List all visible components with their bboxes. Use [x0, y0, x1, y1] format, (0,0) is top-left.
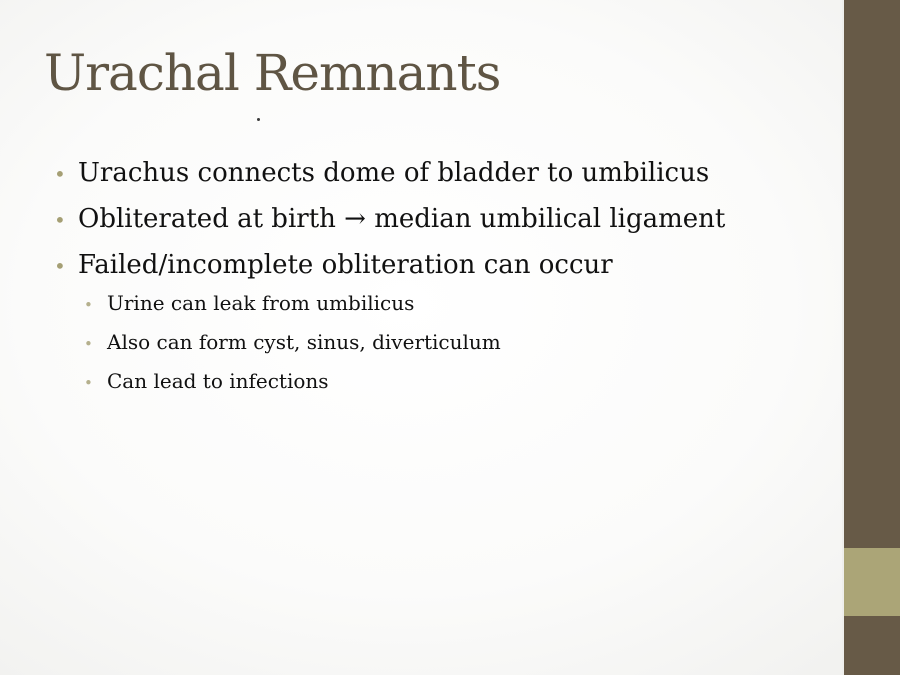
bullet-item — [54, 158, 834, 189]
sub-bullet-text: Also can form cyst, sinus, diverticulum — [107, 330, 501, 354]
sub-bullet-group — [54, 290, 834, 396]
bullet-marker: • — [54, 208, 66, 232]
sub-bullet-marker: • — [84, 296, 93, 314]
bullet-marker: • — [54, 254, 66, 278]
bullet-item — [54, 204, 834, 235]
sub-bullet-text: Can lead to infections — [107, 369, 329, 393]
sub-bullet-list — [54, 290, 834, 396]
bullet-marker: • — [54, 162, 66, 186]
bullet-text: Obliterated at birth → median umbilical ligament — [78, 204, 726, 234]
bullet-text: Failed/incomplete obliteration can occur — [78, 250, 613, 280]
bullet-list — [54, 158, 834, 407]
sub-bullet-item — [84, 290, 834, 318]
stray-dot — [257, 118, 260, 121]
sub-bullet-text: Urine can leak from umbilicus — [107, 291, 415, 315]
bullet-text: Urachus connects dome of bladder to umbilicus — [78, 158, 710, 188]
sub-bullet-item — [84, 329, 834, 357]
bullet-item — [54, 250, 834, 281]
sub-bullet-marker: • — [84, 374, 93, 392]
slide-title: Urachal Remnants — [44, 44, 501, 102]
sidebar-accent-block — [844, 548, 900, 616]
sub-bullet-item — [84, 368, 834, 396]
sub-bullet-marker: • — [84, 335, 93, 353]
